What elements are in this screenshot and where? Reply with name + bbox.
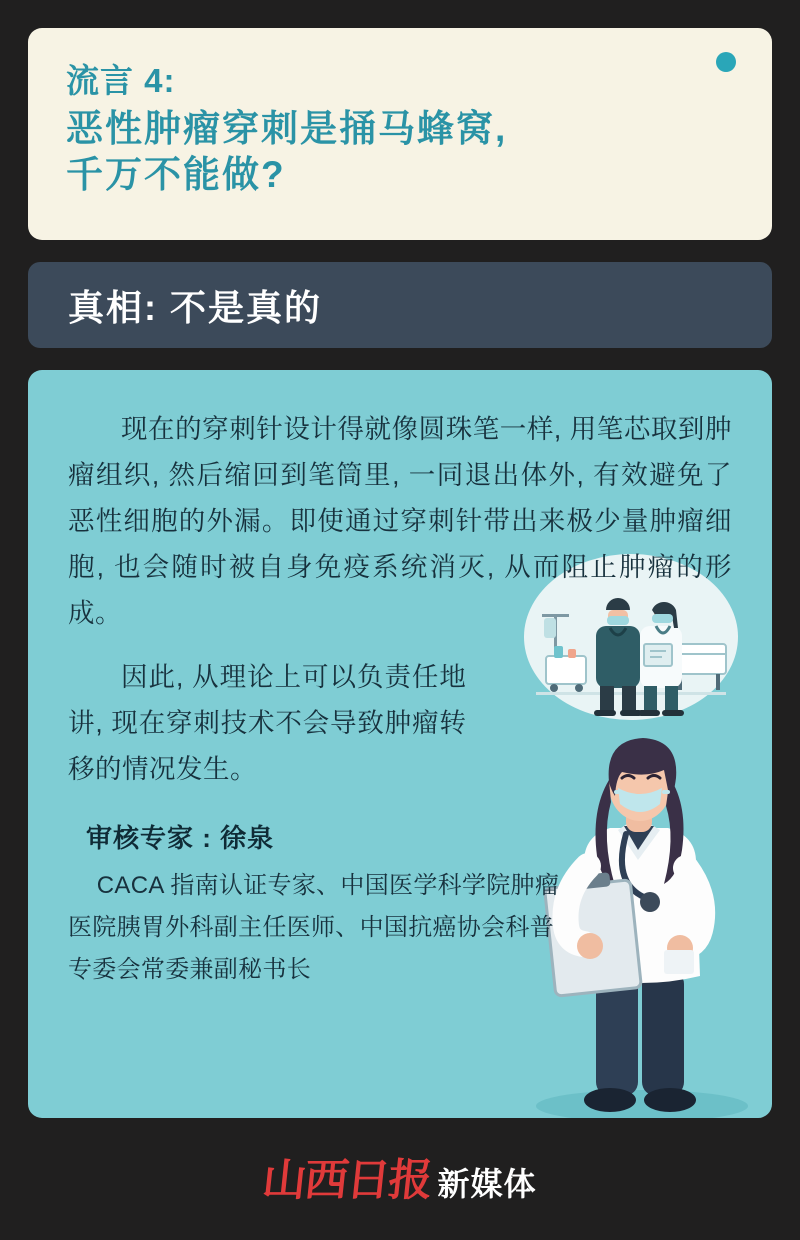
truth-banner	[28, 262, 772, 348]
body-paragraph-1: 现在的穿刺针设计得就像圆珠笔一样, 用笔芯取到肿瘤组织, 然后缩回到笔筒里, 一同退出体外, 有效避免了恶性细胞的外漏。即使通过穿刺针带出来极少量肿瘤细胞, 也会随时被自身免疫系统消灭, 从而阻止肿瘤的形成。	[68, 414, 732, 628]
publisher-logo	[260, 1144, 537, 1208]
truth-text: 真相: 不是真的	[68, 286, 322, 328]
publisher-name: 山西日报	[260, 1156, 434, 1205]
publisher-suffix: 新媒体	[437, 1166, 537, 1202]
decorative-dot-icon	[716, 52, 736, 72]
expert-reviewer-label: 审核专家 : 徐泉	[86, 823, 275, 853]
footer-logo	[0, 1140, 800, 1212]
rumor-label: 流言 4:	[66, 62, 176, 99]
body-paragraph-2: 因此, 从理论上可以负责任地讲, 现在穿刺技术不会导致肿瘤转移的情况发生。	[68, 662, 467, 784]
expert-reviewer-bio: CACA 指南认证专家、中国医学科学院肿瘤医院胰胃外科副主任医师、中国抗癌协会科普专委会常委兼副秘书长	[68, 872, 560, 983]
body-card	[28, 370, 772, 1118]
rumor-card	[28, 28, 772, 240]
rumor-line-2: 千万不能做?	[66, 154, 286, 195]
rumor-line-1: 恶性肿瘤穿刺是捅马蜂窝,	[66, 108, 508, 149]
